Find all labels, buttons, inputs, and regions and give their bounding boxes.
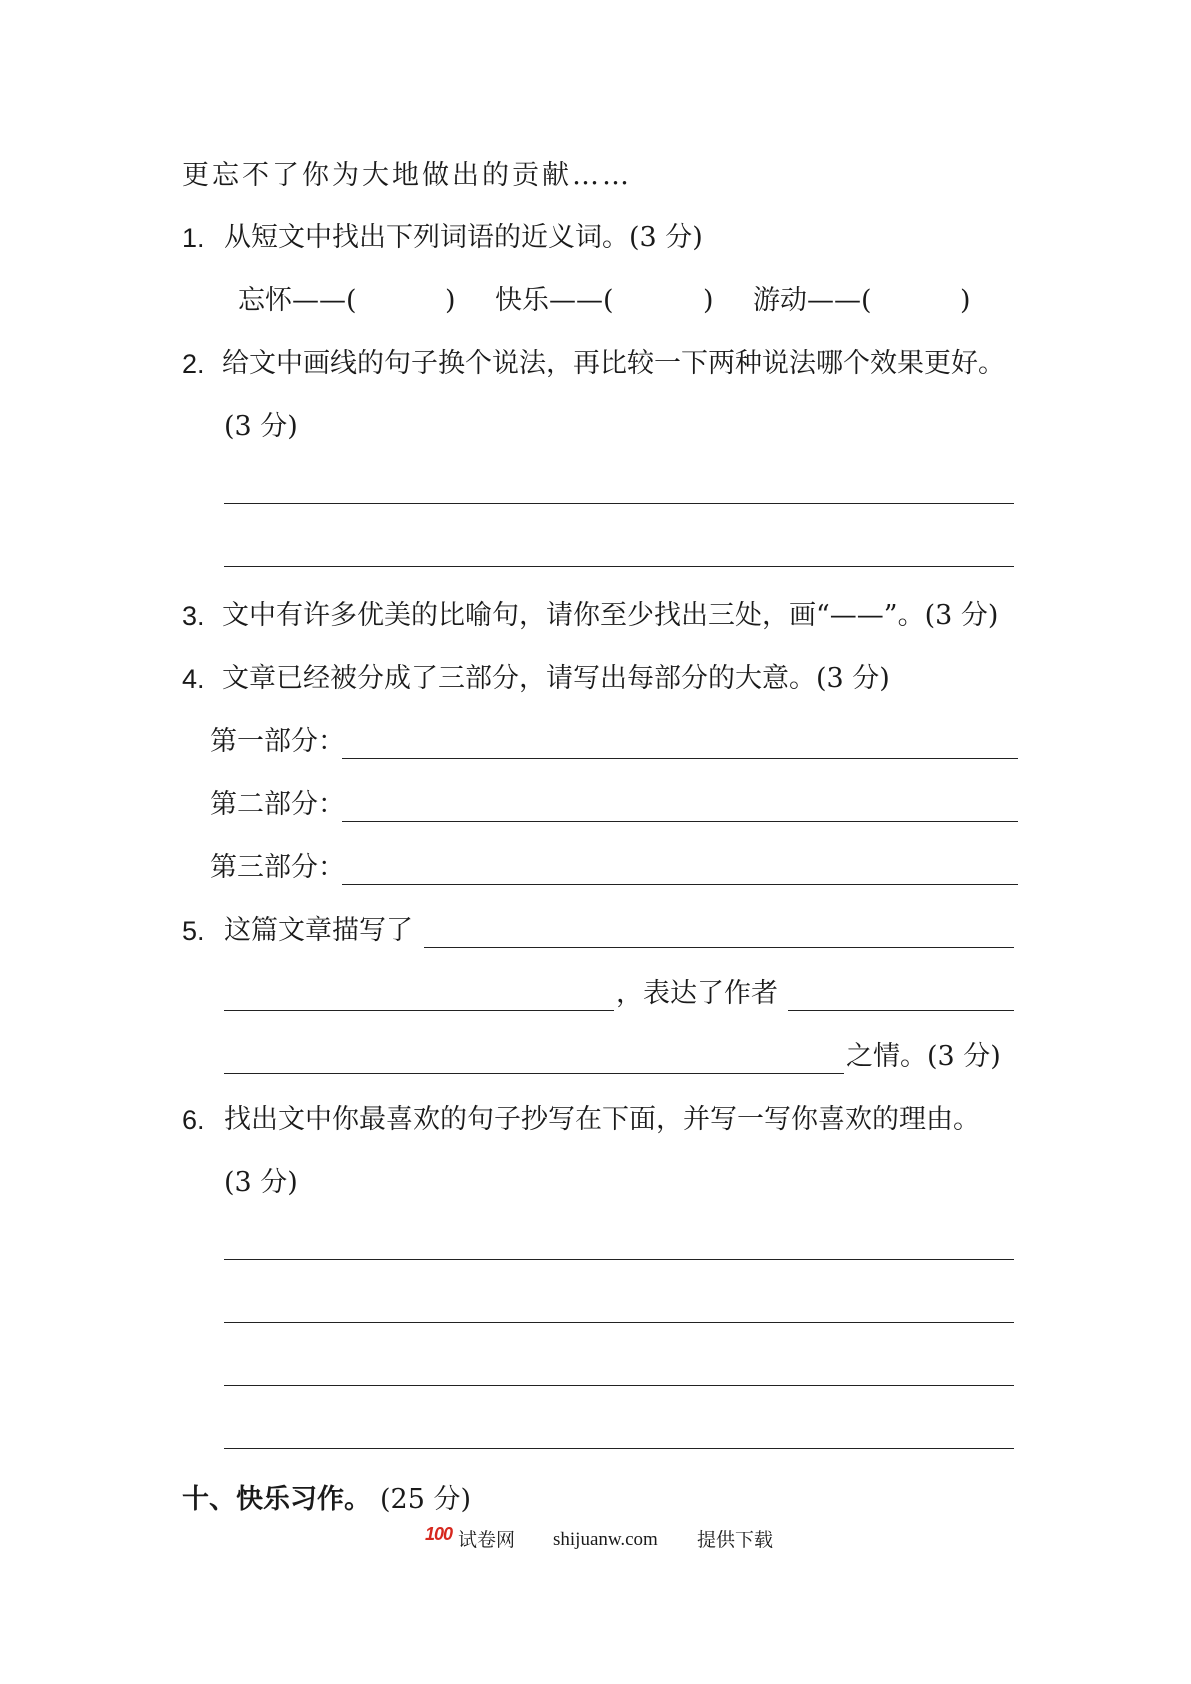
q4-text: 文章已经被分成了三部分，请写出每部分的大意。(3 分) (222, 663, 890, 694)
footer-note: 提供下载 (697, 1529, 774, 1551)
q5-line-4[interactable] (224, 1073, 844, 1074)
q4-part-1-label: 第一部分： (210, 726, 345, 757)
q5-number: 5. (182, 916, 205, 946)
q6-answer-line-1[interactable] (224, 1259, 1014, 1260)
q2-answer-line-1[interactable] (224, 503, 1014, 504)
q1-pair-3-close: ) (960, 285, 971, 316)
q2-text: 给文中画线的句子换个说法，再比较一下两种说法哪个效果更好。 (222, 348, 1005, 379)
section-10-score: (25 分) (380, 1484, 472, 1515)
q6-number: 6. (182, 1105, 205, 1135)
q5-text-c: 之情。(3 分) (846, 1041, 1001, 1072)
footer-logo-text: 试卷网 (458, 1529, 516, 1551)
site-logo-100: 100 (425, 1524, 453, 1544)
q1-pair-2-word: 快乐——( (495, 285, 614, 316)
q4-part-3-label: 第三部分： (210, 852, 345, 883)
footer-site-link[interactable]: shijuanw.com (553, 1529, 658, 1550)
q2-answer-line-2[interactable] (224, 566, 1014, 567)
q4-part-1-line[interactable] (342, 758, 1018, 759)
q6-answer-line-3[interactable] (224, 1385, 1014, 1386)
q6-answer-line-4[interactable] (224, 1448, 1014, 1449)
q6-score: (3 分) (224, 1167, 298, 1198)
q5-text-b: ，表达了作者 (616, 978, 778, 1009)
q5-line-3[interactable] (788, 1010, 1014, 1011)
q1-pair-1-word: 忘怀——( (238, 285, 357, 316)
section-10-title: 十、快乐习作。 (182, 1484, 371, 1515)
q4-part-2-line[interactable] (342, 821, 1018, 822)
q1-text: 从短文中找出下列词语的近义词。(3 分) (224, 222, 703, 253)
q4-number: 4. (182, 664, 205, 694)
q3-number: 3. (182, 601, 205, 631)
q1-pair-2-close: ) (703, 285, 714, 316)
q1-pair-3-word: 游动——( (753, 285, 872, 316)
intro-line: 更忘不了你为大地做出的贡献…… (182, 160, 632, 191)
q5-line-1[interactable] (424, 947, 1014, 948)
q4-part-3-line[interactable] (342, 884, 1018, 885)
q1-pair-1-close: ) (445, 285, 456, 316)
q1-number: 1. (182, 223, 205, 253)
q5-text-a: 这篇文章描写了 (224, 915, 413, 946)
q4-part-2-label: 第二部分： (210, 789, 345, 820)
q2-number: 2. (182, 349, 205, 379)
q6-text: 找出文中你最喜欢的句子抄写在下面，并写一写你喜欢的理由。 (224, 1104, 980, 1135)
q2-score: (3 分) (224, 411, 298, 442)
q5-line-2[interactable] (224, 1010, 614, 1011)
q3-text: 文中有许多优美的比喻句，请你至少找出三处，画“——”。(3 分) (222, 600, 999, 631)
q6-answer-line-2[interactable] (224, 1322, 1014, 1323)
